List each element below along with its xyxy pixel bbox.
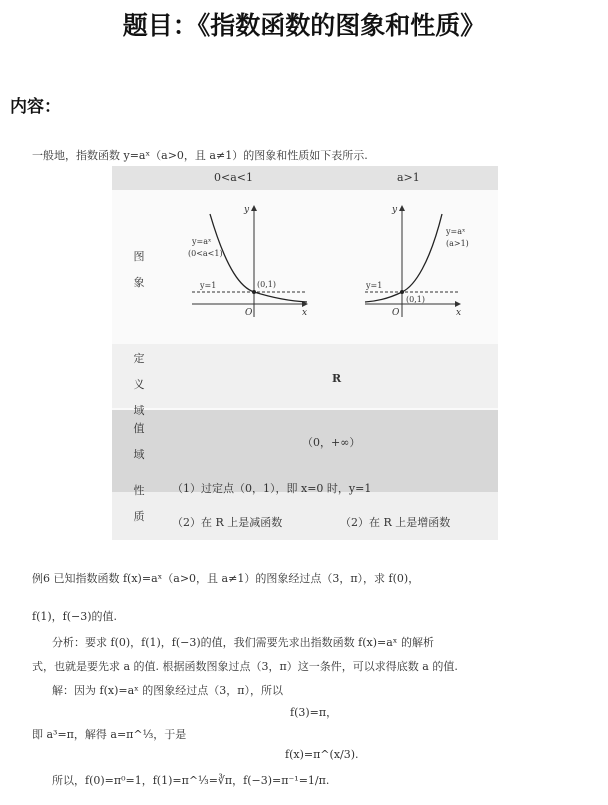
example-line-7: 即 a³=π，解得 a=π^⅓，于是 [32,728,187,741]
curve-label-left: y=aˣ [192,237,212,246]
row-label-domain: 定义域 [133,352,145,417]
range-value: （0，+∞） [302,436,361,449]
domain-row-band [112,344,498,408]
example-line-3: 分析：要求 f(0)，f(1)，f(−3)的值，我们需要先求出指数函数 f(x)=aˣ 的解析 [52,636,434,649]
graph-decreasing [182,202,322,322]
property-2-increasing: （2）在 R 上是增函数 [340,516,451,529]
example-line-4: 式，也就是要先求 a 的值. 根据函数图象过点（3，π）这一条件，可以求得底数 a 的值. [32,660,458,673]
origin-left: O [245,308,253,318]
y-axis-right: y [392,205,398,215]
y-axis-left: y [244,205,250,215]
curve-cond-right: (a>1) [446,239,469,248]
property-1: （1）过定点（0，1），即 x=0 时，y=1 [172,482,372,495]
domain-value: R [332,372,342,385]
point-label-right: (0,1) [406,295,425,304]
y1-label-right: y=1 [366,281,383,290]
point-label-left: (0,1) [257,280,276,289]
intro-text: 一般地，指数函数 y=aˣ（a>0，且 a≠1）的图象和性质如下表所示. [32,149,368,162]
y1-label-left: y=1 [200,281,217,290]
col2-header: a>1 [397,171,420,184]
x-axis-left: x [302,308,308,318]
row-label-image: 图象 [133,250,145,289]
col1-header: 0<a<1 [214,171,253,184]
page-title: 题目：《指数函数的图象和性质》 [122,11,486,40]
example-line-1: 例6 已知指数函数 f(x)=aˣ（a>0，且 a≠1）的图象经过点（3，π），求 f(0)， [32,572,420,585]
content-label: 内容： [10,97,61,117]
graph-increasing [360,202,500,322]
curve-cond-left: (0<a<1) [188,249,223,258]
table-header-band [112,166,498,190]
row-label-property: 性质 [133,484,145,523]
row-label-range: 值域 [133,422,145,461]
example-line-6: f(3)=π， [290,706,338,719]
example-line-2: f(1)，f(−3)的值. [32,610,118,623]
x-axis-right: x [456,308,462,318]
example-line-9: 所以，f(0)=π⁰=1，f(1)=π^⅓=∛π，f(−3)=π⁻¹=1/π. [52,774,330,787]
example-line-5: 解：因为 f(x)=aˣ 的图象经过点（3，π），所以 [52,684,284,697]
property-2-decreasing: （2）在 R 上是减函数 [172,516,283,529]
properties-table [112,166,498,540]
curve-label-right: y=aˣ [446,227,466,236]
example-line-8: f(x)=π^(x/3). [285,748,359,761]
origin-right: O [392,308,400,318]
